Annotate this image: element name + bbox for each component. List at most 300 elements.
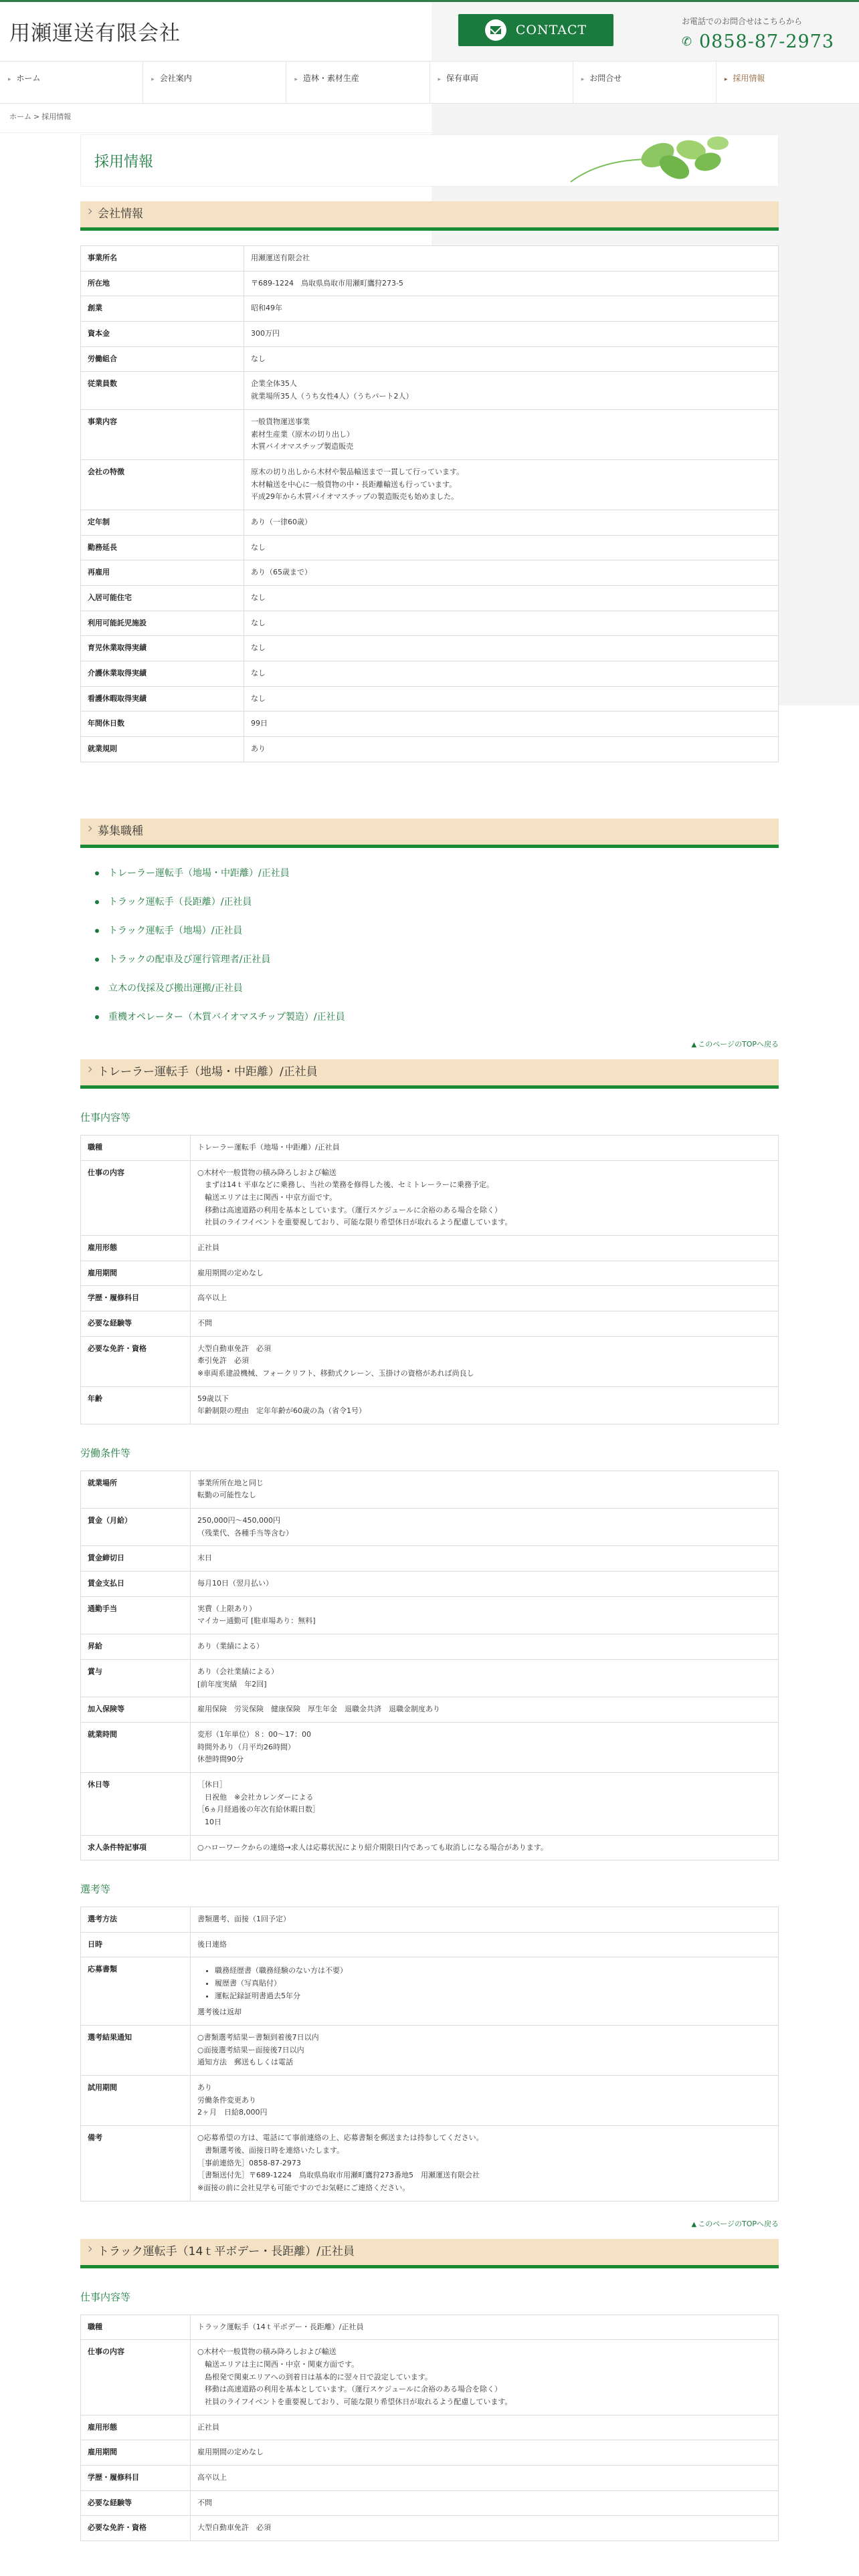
- contact-button[interactable]: [458, 14, 613, 46]
- value-line: あり: [251, 744, 266, 754]
- table-row: [81, 1907, 779, 1932]
- row-value: [244, 712, 779, 737]
- table-row: [81, 1772, 779, 1835]
- value-line: 木質バイオマスチップ製造販売: [251, 442, 354, 451]
- value-line: まずは14ｔ平車などに乗務し、当社の業務を修得した後、セミトレーラーに乗務予定。: [197, 1180, 494, 1190]
- table-row: [81, 1509, 779, 1546]
- up-arrow-icon: ▲: [691, 2220, 697, 2228]
- phone-note: お電話でのお問合せはこちらから: [682, 17, 803, 26]
- nav-item-company[interactable]: ▸ 会社案内: [143, 62, 286, 103]
- row-label: 選考方法: [81, 1907, 191, 1932]
- row-value: [191, 1772, 779, 1835]
- value-line: 年齢制限の理由 定年年齢が60歳の為（省令1号）: [197, 1406, 366, 1416]
- section-company-info: 会社情報: [80, 201, 779, 231]
- nav-bullet-icon: ▸: [438, 76, 442, 83]
- row-label: 年間休日数: [81, 712, 244, 737]
- table-row: [81, 510, 779, 535]
- value-line: 平成29年から木質バイオマスチップの製造販売も始めました。: [251, 492, 459, 502]
- row-value: [244, 560, 779, 586]
- value-line: 後日連絡: [197, 1939, 227, 1949]
- table-row: [81, 1596, 779, 1634]
- value-line: 輸送エリアは主に関西・中京方面です。: [197, 1192, 337, 1202]
- table-row: [81, 1659, 779, 1697]
- nav-item-recruit[interactable]: ▸ 採用情報: [724, 74, 765, 83]
- row-value: [191, 1932, 779, 1957]
- value-line: 島根発で関東エリアへの到着日は基本的に翌々日で設定しています。: [197, 2372, 432, 2381]
- row-value: [191, 1286, 779, 1311]
- list-item: • 運転記録証明書過去5年分: [215, 1990, 771, 2003]
- table-row: [81, 535, 779, 560]
- value-line: 休憩時間90分: [197, 1755, 244, 1764]
- value-line: ※車両系建設機械、フォークリフト、移動式クレーン、玉掛けの資格があれば尚良し: [197, 1369, 474, 1378]
- row-label: 仕事の内容: [81, 1160, 191, 1235]
- row-value: [244, 737, 779, 762]
- row-value: [191, 1509, 779, 1546]
- value-line: マイカー通勤可 [駐車場あり：無料]: [197, 1616, 316, 1626]
- main-content: [80, 133, 779, 2541]
- row-label: 通勤手当: [81, 1596, 191, 1634]
- row-label: 再雇用: [81, 560, 244, 586]
- job1-conditions-table: [80, 1471, 779, 1861]
- value-line: 一般貨物運送事業: [251, 417, 310, 426]
- value-line: ［書類送付先］〒689-1224 鳥取県鳥取市用瀬町鷹狩273番地5 用瀬運送有限会社: [197, 2171, 480, 2180]
- table-row: [81, 1957, 779, 2026]
- value-line: 不問: [197, 1319, 212, 1327]
- value-line: 300万円: [251, 329, 280, 338]
- row-value: [191, 2490, 779, 2516]
- row-label: 学歴・履修科目: [81, 2466, 191, 2491]
- nav-bullet-icon: ▸: [724, 76, 728, 83]
- value-line: 社員のライフイベントを重要視しており、可能な限り希望休日が取れるよう配慮しています。: [197, 1218, 512, 1227]
- table-row: [81, 2076, 779, 2126]
- contact-label: CONTACT: [515, 22, 587, 37]
- value-line: 末日: [197, 1553, 212, 1563]
- row-value: [244, 510, 779, 535]
- row-label: 学歴・履修科目: [81, 1286, 191, 1311]
- table-row: [81, 636, 779, 661]
- value-line: あり: [197, 2083, 212, 2092]
- value-line: 99日: [251, 719, 268, 728]
- section-job-list: 募集職種: [80, 819, 779, 848]
- value-line: 輸送エリアは主に関西・中京・関東方面です。: [197, 2359, 359, 2369]
- row-value: [191, 1135, 779, 1160]
- value-line: 変形（1年単位）８：00〜17：00: [197, 1729, 311, 1739]
- value-line: 高卒以上: [197, 2473, 227, 2482]
- job-link[interactable]: [95, 867, 779, 881]
- bullet-icon: [95, 1015, 99, 1019]
- job-link[interactable]: [95, 895, 779, 909]
- row-value: [244, 346, 779, 372]
- row-label: 従業員数: [81, 372, 244, 409]
- value-line: 原木の切り出しから木材や製品輸送まで一貫して行っています。: [251, 467, 464, 476]
- value-line: 素材生産業（原木の切り出し）: [251, 429, 354, 439]
- list-item: • 職務経歴書（職務経験のない方は不要）: [215, 1965, 771, 1977]
- table-row: [81, 322, 779, 347]
- phone-number[interactable]: 0858-87-2973: [699, 31, 835, 52]
- header-contact-area: [432, 2, 859, 61]
- row-label: 会社の特徴: [81, 459, 244, 510]
- row-label: 年齢: [81, 1386, 191, 1424]
- job-link-label: トラック運転手（地場）/正社員: [108, 925, 243, 936]
- value-line: 社員のライフイベントを重要視しており、可能な限り希望休日が取れるよう配慮しています。: [197, 2397, 512, 2406]
- row-value: [244, 296, 779, 322]
- global-nav: [0, 61, 859, 104]
- row-label: 職種: [81, 1135, 191, 1160]
- value-line: 牽引免許 必須: [197, 1356, 249, 1366]
- row-value: [191, 2440, 779, 2466]
- table-row: [81, 686, 779, 712]
- clover-leaf-icon: [557, 135, 731, 187]
- row-value: [244, 611, 779, 636]
- table-row: [81, 409, 779, 459]
- job1-conditions-heading: 労働条件等: [80, 1447, 131, 1460]
- value-line: 高卒以上: [197, 1293, 227, 1303]
- row-label: 創業: [81, 296, 244, 322]
- up-arrow-icon: ▲: [691, 1041, 697, 1049]
- job2-work-table: [80, 2315, 779, 2542]
- value-line: ○書類選考結果ー書類到着後7日以内: [197, 2033, 319, 2042]
- row-value: [191, 2415, 779, 2440]
- table-row: [81, 1634, 779, 1660]
- value-line: あり（一律60歳）: [251, 517, 312, 526]
- table-row: [81, 2126, 779, 2201]
- value-line: なし: [251, 593, 266, 602]
- value-line: ○木材や一般貨物の積み降ろしおよび輸送: [197, 2347, 337, 2357]
- row-label: 育児休業取得実績: [81, 636, 244, 661]
- table-row: [81, 1135, 779, 1160]
- phone-block: [682, 15, 849, 56]
- table-row: [81, 1235, 779, 1261]
- value-line: なし: [251, 354, 266, 363]
- site-header: [0, 2, 859, 61]
- nav-item-inquiry[interactable]: ▸ お問合せ: [573, 62, 717, 103]
- value-line: なし: [251, 618, 266, 627]
- row-value: [191, 2026, 779, 2076]
- table-row: [81, 2415, 779, 2440]
- table-row: [81, 2026, 779, 2076]
- nav-item-forestry[interactable]: ▸ 造林・素材生産: [286, 62, 430, 103]
- nav-item-vehicles[interactable]: ▸ 保有車両: [430, 62, 573, 103]
- value-line: ［休日］: [197, 1780, 227, 1789]
- value-line: 通知方法 郵送もしくは電話: [197, 2058, 293, 2067]
- value-line: ○ハローワークからの連絡→求人は応募状況により紹介期限日内であっても取消しになる場合があります。: [197, 1842, 548, 1852]
- row-label: 応募書類: [81, 1957, 191, 2026]
- row-value: [191, 1907, 779, 1932]
- value-line: ※面接の前に会社見学も可能ですのでお気軽にご連絡ください。: [197, 2183, 410, 2192]
- value-line: 企業全体35人: [251, 379, 297, 389]
- value-line: 2ヶ月 日給8,000円: [197, 2108, 268, 2117]
- row-value: [191, 1160, 779, 1235]
- row-label: 仕事の内容: [81, 2340, 191, 2415]
- job-link[interactable]: [95, 953, 779, 967]
- mail-icon: [485, 19, 506, 41]
- back-to-top-link[interactable]: ▲ このページのTOPへ戻る: [691, 2219, 779, 2228]
- row-label: 資本金: [81, 322, 244, 347]
- row-label: 選考結果通知: [81, 2026, 191, 2076]
- row-label: 備考: [81, 2126, 191, 2201]
- value-line: 正社員: [197, 2422, 219, 2432]
- row-label: 昇給: [81, 1634, 191, 1660]
- row-value: [191, 2516, 779, 2541]
- row-label: 必要な経験等: [81, 1311, 191, 1337]
- table-row: [81, 737, 779, 762]
- value-line: トラック運転手（14ｔ平ボデー・長距離）/正社員: [197, 2322, 364, 2331]
- value-line: あり（業績による）: [197, 1642, 264, 1651]
- table-row: [81, 2490, 779, 2516]
- row-value: [191, 1546, 779, 1572]
- row-value: [191, 1235, 779, 1261]
- value-line: 実費（上限あり）: [197, 1604, 256, 1613]
- row-label: 事業所名: [81, 246, 244, 272]
- value-line: （残業代、各種手当等含む）: [197, 1528, 293, 1537]
- table-row: [81, 2340, 779, 2415]
- value-line: なし: [251, 693, 266, 703]
- back-to-top-link[interactable]: ▲ このページのTOPへ戻る: [691, 1039, 779, 1049]
- value-line: 250,000円〜450,000円: [197, 1516, 280, 1525]
- table-row: [81, 296, 779, 322]
- row-value: [191, 1835, 779, 1860]
- value-line: 不問: [197, 2498, 212, 2507]
- table-row: [81, 1471, 779, 1508]
- table-row: [81, 586, 779, 611]
- table-row: [81, 2466, 779, 2491]
- row-label: 加入保険等: [81, 1697, 191, 1723]
- row-label: 雇用期間: [81, 2440, 191, 2466]
- value-line: なし: [251, 643, 266, 653]
- row-value: [191, 1572, 779, 1597]
- row-value: [244, 586, 779, 611]
- row-label: 雇用形態: [81, 2415, 191, 2440]
- value-line: 書類選考後、面接日時を連絡いたします。: [197, 2145, 345, 2155]
- value-line: 10日: [197, 1818, 221, 1826]
- bullet-icon: [95, 986, 99, 990]
- job-link[interactable]: [95, 982, 779, 996]
- row-label: 介護休業取得実績: [81, 661, 244, 687]
- row-label: 看護休暇取得実績: [81, 686, 244, 712]
- job-list: [95, 867, 779, 1025]
- value-line: ○木材や一般貨物の積み降ろしおよび輸送: [197, 1168, 337, 1177]
- row-label: 利用可能託児施設: [81, 611, 244, 636]
- row-value: [244, 322, 779, 347]
- bullet-icon: [95, 958, 99, 962]
- row-value: [191, 1697, 779, 1723]
- job1-selection-table: [80, 1907, 779, 2202]
- value-line: 〒689-1224 鳥取県鳥取市用瀬町鷹狩273-5: [251, 278, 403, 288]
- row-label: 賃金（月給）: [81, 1509, 191, 1546]
- row-label: 就業時間: [81, 1722, 191, 1772]
- value-line: 59歳以下: [197, 1394, 229, 1403]
- row-value: [191, 1957, 779, 2026]
- value-line: [前年度実績 年2回]: [197, 1679, 267, 1689]
- value-line: あり（65歳まで）: [251, 568, 312, 577]
- row-value: [191, 2315, 779, 2340]
- section-job2: トラック運転手（14ｔ平ボデー・長距離）/正社員: [80, 2239, 779, 2268]
- table-row: [81, 1336, 779, 1386]
- row-value: [191, 1471, 779, 1508]
- row-label: 就業場所: [81, 1471, 191, 1508]
- row-value: [191, 1261, 779, 1286]
- row-label: 求人条件特記事項: [81, 1835, 191, 1860]
- nav-item-home[interactable]: ▸ ホーム: [0, 62, 143, 103]
- bullet-icon: [95, 929, 99, 933]
- row-value: [191, 1386, 779, 1424]
- table-row: [81, 372, 779, 409]
- value-line: 雇用期間の定めなし: [197, 2448, 264, 2457]
- value-line: 木材輸送を中心に一般貨物の中・長距離輸送も行っています。: [251, 479, 457, 489]
- row-value: [244, 686, 779, 712]
- value-line: 移動は高速道路の利用を基本としています。（運行スケジュールに余裕のある場合を除く）: [197, 1205, 502, 1214]
- row-label: 賞与: [81, 1659, 191, 1697]
- table-row: [81, 1697, 779, 1723]
- row-label: 定年制: [81, 510, 244, 535]
- job-link-label: 立木の伐採及び搬出運搬/正社員: [108, 982, 243, 994]
- list-item: • 履歴書（写真貼付）: [215, 1977, 771, 1990]
- job1-work-heading: 仕事内容等: [80, 1111, 131, 1124]
- value-line: 労働条件変更あり: [197, 2095, 256, 2105]
- job-link-label: 重機オペレーター（木質バイオマスチップ製造）/正社員: [108, 1011, 345, 1023]
- value-line: なし: [251, 542, 266, 552]
- row-value: [191, 1722, 779, 1772]
- job-link-label: トラックの配車及び運行管理者/正社員: [108, 954, 271, 965]
- nav-bullet-icon: ▸: [151, 76, 155, 83]
- row-label: 賃金締切日: [81, 1546, 191, 1572]
- row-label: 賃金支払日: [81, 1572, 191, 1597]
- job1-work-table: [80, 1135, 779, 1424]
- bullet-icon: [95, 900, 99, 904]
- job-link[interactable]: [95, 924, 779, 938]
- phone-icon: ✆: [682, 35, 692, 49]
- row-value: [244, 459, 779, 510]
- row-label: 雇用形態: [81, 1235, 191, 1261]
- row-label: 所在地: [81, 271, 244, 296]
- value-line: 事業所所在地と同じ: [197, 1478, 264, 1487]
- row-label: 就業規則: [81, 737, 244, 762]
- value-line: 選考後は返却: [197, 2008, 242, 2017]
- row-value: [244, 535, 779, 560]
- job-link[interactable]: [95, 1010, 779, 1025]
- page-title: 採用情報: [94, 154, 154, 171]
- breadcrumb-home[interactable]: ホーム: [9, 112, 31, 121]
- row-label: 日時: [81, 1932, 191, 1957]
- table-row: [81, 1932, 779, 1957]
- job1-selection-heading: 選考等: [80, 1883, 111, 1896]
- table-row: [81, 2440, 779, 2466]
- table-row: [81, 346, 779, 372]
- row-label: 試用期間: [81, 2076, 191, 2126]
- row-label: 事業内容: [81, 409, 244, 459]
- table-row: [81, 1160, 779, 1235]
- value-line: 雇用期間の定めなし: [197, 1268, 264, 1277]
- table-row: [81, 271, 779, 296]
- row-label: 入居可能住宅: [81, 586, 244, 611]
- nav-bullet-icon: ▸: [581, 76, 585, 83]
- row-label: 休日等: [81, 1772, 191, 1835]
- row-value: [244, 661, 779, 687]
- row-label: 勤務延長: [81, 535, 244, 560]
- value-line: 昭和49年: [251, 304, 282, 313]
- row-value: [191, 2126, 779, 2201]
- company-info-table: [80, 245, 779, 762]
- table-row: [81, 2315, 779, 2340]
- breadcrumb: ホーム > 採用情報: [0, 104, 432, 133]
- table-row: [81, 1546, 779, 1572]
- value-line: 移動は高速道路の利用を基本としています。（運行スケジュールに余裕のある場合を除く）: [197, 2385, 502, 2394]
- table-row: [81, 661, 779, 687]
- row-label: 必要な経験等: [81, 2490, 191, 2516]
- value-line: 正社員: [197, 1243, 219, 1252]
- row-value: [191, 2466, 779, 2491]
- value-line: ○応募希望の方は、電話にて事前連絡の上、応募書類を郵送または持参してください。: [197, 2133, 484, 2143]
- table-row: [81, 459, 779, 510]
- row-value: [191, 1311, 779, 1337]
- value-line: ［6ヵ月経過後の年次有給休暇日数］: [197, 1805, 320, 1814]
- value-line: なし: [251, 669, 266, 678]
- row-value: [244, 246, 779, 272]
- row-label: 労働組合: [81, 346, 244, 372]
- row-value: [244, 636, 779, 661]
- job2-work-heading: 仕事内容等: [80, 2291, 131, 2304]
- row-value: [244, 372, 779, 409]
- value-line: 転勤の可能性なし: [197, 1491, 256, 1500]
- table-row: [81, 1286, 779, 1311]
- value-line: 雇用保険 労災保険 健康保険 厚生年金 退職金共済 退職金制度あり: [197, 1705, 440, 1714]
- value-line: 書類選考、面接（1回予定）: [197, 1914, 290, 1923]
- table-row: [81, 1386, 779, 1424]
- nav-bullet-icon: ▸: [8, 76, 11, 83]
- job-link-label: トラック運転手（長距離）/正社員: [108, 896, 252, 907]
- table-row: [81, 560, 779, 586]
- table-row: [81, 1311, 779, 1337]
- row-value: [244, 409, 779, 459]
- row-value: [191, 1659, 779, 1697]
- row-value: [191, 2076, 779, 2126]
- value-line: 用瀬運送有限会社: [251, 253, 310, 262]
- value-line: 大型自動車免許 必須: [197, 2523, 271, 2533]
- row-value: [191, 1596, 779, 1634]
- table-row: [81, 611, 779, 636]
- job-link-label: トレーラー運転手（地場・中距離）/正社員: [108, 867, 290, 879]
- row-label: 雇用期間: [81, 1261, 191, 1286]
- value-line: あり（会社業績による）: [197, 1667, 278, 1676]
- page-title-box: [80, 134, 779, 187]
- value-line: 大型自動車免許 必須: [197, 1344, 271, 1353]
- table-row: [81, 2516, 779, 2541]
- row-label: 必要な免許・資格: [81, 2516, 191, 2541]
- value-line: 日祝他 ※会社カレンダーによる: [197, 1792, 314, 1802]
- table-row: [81, 1835, 779, 1860]
- row-value: [244, 271, 779, 296]
- value-line: 就業場所35人（うち女性4人）（うちパート2人）: [251, 392, 413, 401]
- bullet-icon: [95, 871, 99, 875]
- row-value: [191, 2340, 779, 2415]
- table-row: [81, 712, 779, 737]
- row-value: [191, 1634, 779, 1660]
- nav-bullet-icon: ▸: [294, 76, 298, 83]
- value-line: 時間外あり（月平均26時間）: [197, 1742, 295, 1751]
- table-row: [81, 246, 779, 272]
- row-label: 必要な免許・資格: [81, 1336, 191, 1386]
- table-row: [81, 1261, 779, 1286]
- site-logo[interactable]: 用瀬運送有限会社: [9, 21, 181, 45]
- table-row: [81, 1572, 779, 1597]
- value-line: 毎月10日（翌月払い）: [197, 1579, 273, 1588]
- row-value: [191, 1336, 779, 1386]
- row-label: 職種: [81, 2315, 191, 2340]
- breadcrumb-current: 採用情報: [41, 112, 72, 121]
- value-line: ○面接選考結果ー面接後7日以内: [197, 2045, 304, 2054]
- section-job1: トレーラー運転手（地場・中距離）/正社員: [80, 1059, 779, 1089]
- value-line: トレーラー運転手（地場・中距離）/正社員: [197, 1142, 340, 1152]
